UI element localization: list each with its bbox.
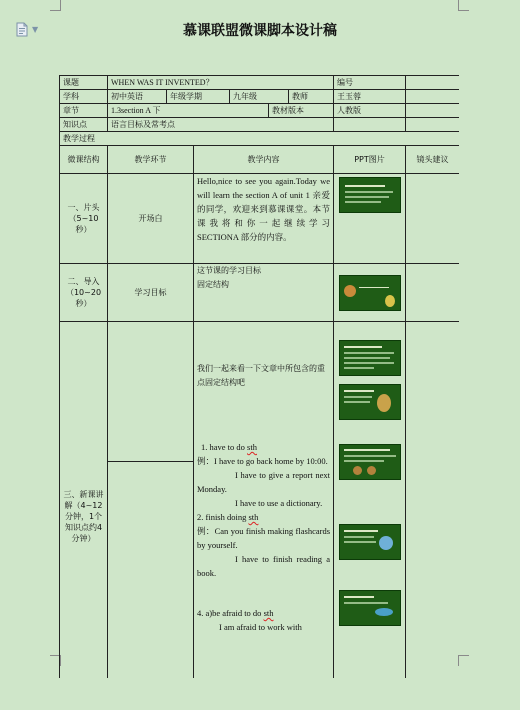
table-row: [60, 322, 460, 462]
table-row: [60, 264, 460, 322]
col-header-structure: 微课结构: [60, 146, 108, 174]
script-design-table: [59, 75, 459, 678]
content-cell: [194, 322, 334, 679]
content-example: I have to give a report next Monday.: [197, 470, 331, 494]
step-cell: [108, 462, 194, 679]
page-corner-mark: [50, 0, 61, 11]
semester-label: 年级学期: [167, 90, 230, 103]
content-example: I am afraid to work with: [219, 622, 302, 632]
content-line: 固定结构: [197, 280, 229, 289]
ppt-thumbnail: [339, 340, 401, 376]
spellcheck-word: sth: [247, 442, 257, 452]
ppt-thumbnail: [339, 590, 401, 626]
camera-cell: [406, 322, 459, 679]
camera-cell: [406, 174, 459, 264]
spellcheck-word: sth: [263, 608, 274, 618]
col-header-ppt: PPT图片: [334, 146, 406, 174]
subject-value: 初中英语: [108, 90, 167, 103]
col-header-camera: 镜头建议: [406, 146, 459, 174]
table-row: [60, 174, 460, 264]
content-item: 1. have to do sth: [201, 442, 257, 452]
ppt-cell: [334, 174, 406, 264]
topic-label: 课题: [60, 76, 108, 90]
topic-value: WHEN WAS IT INVENTED？: [108, 76, 334, 90]
camera-cell: [406, 264, 459, 322]
chevron-down-icon: ▼: [32, 25, 39, 34]
edition-value: 人教版: [334, 104, 406, 118]
process-label: 教学过程: [60, 132, 460, 146]
empty-cell: [406, 90, 459, 104]
structure-cell: 三、新课讲解（4~12分钟，1个知识点约4分钟）: [60, 322, 108, 679]
structure-cell: 一、片头（5~10秒）: [60, 174, 108, 264]
content-intro: 我们一起来看一下文章中所包含的重点固定结构吧: [197, 364, 325, 387]
document-title: 慕课联盟微课脚本设计稿: [183, 23, 337, 39]
content-example: 例：I have to go back home by 10:00.: [197, 456, 328, 466]
content-example: I have to use a dictionary.: [235, 498, 323, 508]
content-example: 例：Can you finish making flashcards by yourself.: [197, 526, 331, 550]
col-header-step: 教学环节: [108, 146, 194, 174]
content-item: 4. a)be afraid to do sth: [197, 608, 274, 618]
ppt-cell: [334, 322, 406, 679]
col-header-content: 教学内容: [194, 146, 334, 174]
step-cell: 开场白: [108, 174, 194, 264]
chapter-value: 1.3section A 下: [108, 104, 269, 117]
subject-label: 学科: [60, 90, 108, 104]
content-example: I have to finish reading a book.: [197, 554, 331, 578]
page-corner-mark: [458, 655, 469, 666]
empty-cell: [334, 118, 406, 132]
knowledge-label: 知识点: [60, 118, 108, 132]
ppt-thumbnail: [339, 384, 401, 420]
content-item: 2. finish doing sth: [197, 512, 259, 522]
code-value: [406, 76, 459, 90]
knowledge-value: 语言目标及常考点: [108, 118, 334, 132]
step-cell: [108, 322, 194, 462]
ppt-cell: [334, 264, 406, 322]
empty-cell: [406, 104, 459, 118]
content-line: 这节课的学习目标: [197, 266, 261, 275]
teacher-label: 教师: [292, 92, 308, 101]
chapter-label: 章节: [60, 104, 108, 118]
teacher-value: 王玉蓉: [334, 90, 406, 104]
ppt-thumbnail: [339, 275, 401, 311]
empty-cell: [406, 118, 459, 132]
ppt-thumbnail: [339, 524, 401, 560]
ppt-thumbnail: [339, 177, 401, 213]
spellcheck-word: sth: [248, 512, 259, 522]
grade-value: 九年级: [230, 90, 289, 103]
content-cell: [194, 264, 334, 322]
ppt-thumbnail: [339, 444, 401, 480]
edition-label: 教材版本: [272, 106, 304, 115]
structure-cell: 二、导入（10~20秒）: [60, 264, 108, 322]
page-corner-mark: [458, 0, 469, 11]
step-cell: 学习目标: [108, 264, 194, 322]
content-cell: Hello,nice to see you again.Today we will learn the section A of unit 1 亲爱的同学，欢迎来到慕课课堂。本节课我将和你一起继续学习SECTIONA 部分的内容。: [194, 174, 334, 264]
code-label: 编号: [334, 76, 406, 90]
